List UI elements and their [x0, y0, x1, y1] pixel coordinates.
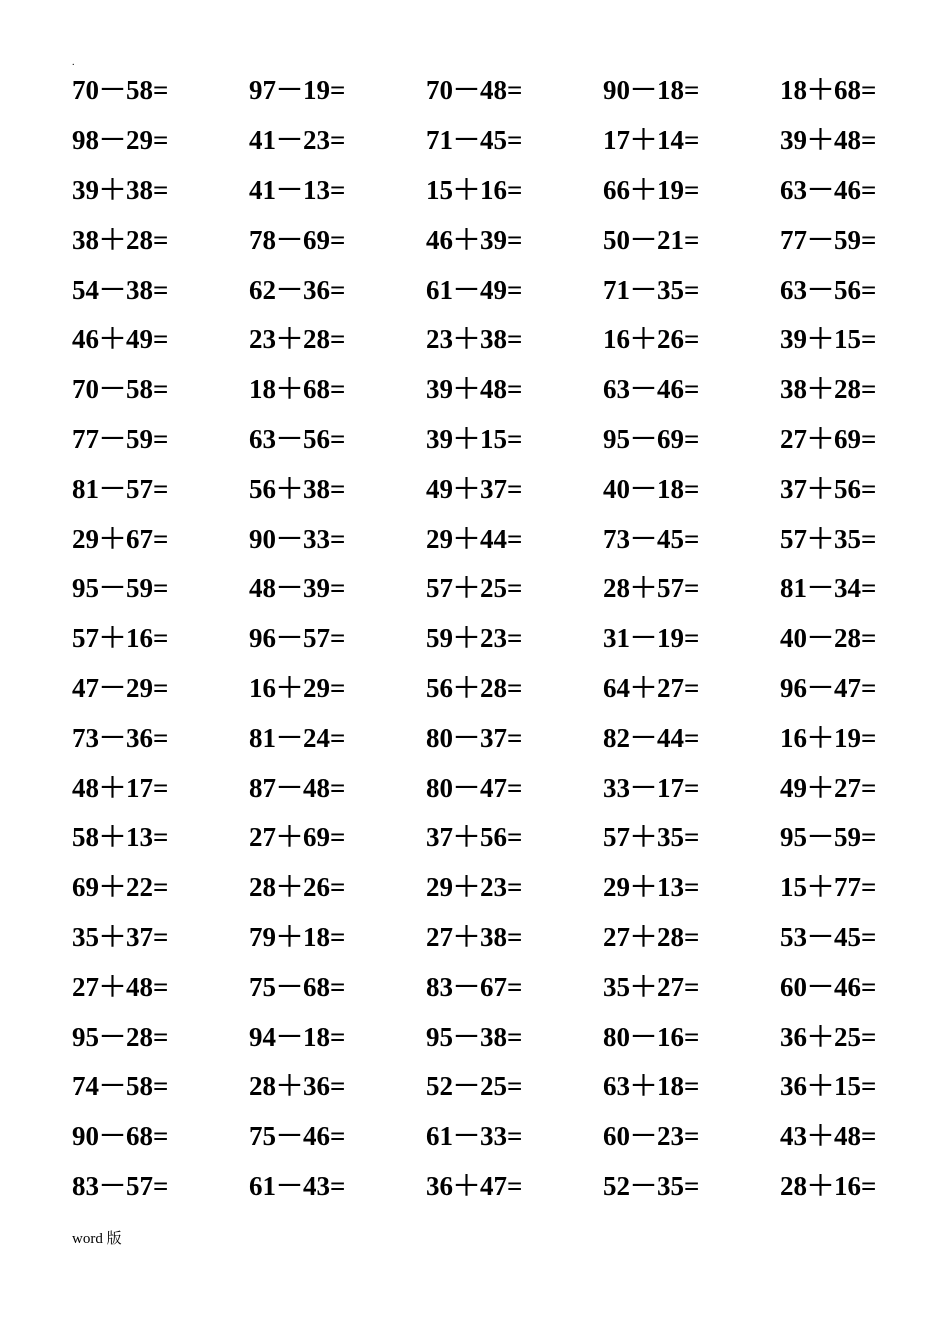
problem: 47－29= — [72, 672, 169, 703]
problem: 53－45= — [780, 921, 877, 952]
problem: 49＋37= — [426, 473, 523, 504]
problem: 77－59= — [72, 423, 169, 454]
problem: 57＋25= — [426, 573, 523, 604]
problem-row — [72, 1059, 912, 1109]
problem: 90－68= — [72, 1121, 169, 1152]
problem-row — [72, 262, 912, 312]
problem-row — [72, 661, 912, 711]
problem: 29＋67= — [72, 523, 169, 554]
problem: 63－46= — [780, 174, 877, 205]
problem-row — [72, 1109, 912, 1159]
problem: 27＋69= — [780, 423, 877, 454]
problem: 52－25= — [426, 1071, 523, 1102]
problem: 95－69= — [603, 423, 700, 454]
problem: 80－37= — [426, 722, 523, 753]
problem: 61－49= — [426, 274, 523, 305]
footer-label: word 版 — [72, 1231, 122, 1247]
problem: 39＋48= — [780, 125, 877, 156]
problem: 70－58= — [72, 374, 169, 405]
problem: 95－59= — [780, 822, 877, 853]
problem: 38＋28= — [780, 374, 877, 405]
problem: 29＋23= — [426, 872, 523, 903]
problem: 46＋39= — [426, 224, 523, 255]
problem-row — [72, 212, 912, 262]
problem-row — [72, 163, 912, 213]
problem: 49＋27= — [780, 772, 877, 803]
problem: 48＋17= — [72, 772, 169, 803]
problem: 18＋68= — [249, 374, 346, 405]
problem: 54－38= — [72, 274, 169, 305]
problem-row — [72, 860, 912, 910]
problem: 43＋48= — [780, 1121, 877, 1152]
problem: 57＋35= — [780, 523, 877, 554]
problem: 52－35= — [603, 1170, 700, 1201]
problem: 83－67= — [426, 971, 523, 1002]
problem: 28＋57= — [603, 573, 700, 604]
problem: 56＋38= — [249, 473, 346, 504]
problem: 40－28= — [780, 623, 877, 654]
problem: 35＋37= — [72, 921, 169, 952]
problem: 58＋13= — [72, 822, 169, 853]
problem-row — [72, 561, 912, 611]
problem: 39＋38= — [72, 174, 169, 205]
problem-row — [72, 710, 912, 760]
problem: 98－29= — [72, 125, 169, 156]
problem: 95－59= — [72, 573, 169, 604]
problem: 90－33= — [249, 523, 346, 554]
problem: 95－28= — [72, 1021, 169, 1052]
problem: 87－48= — [249, 772, 346, 803]
problem: 83－57= — [72, 1170, 169, 1201]
problem: 37＋56= — [426, 822, 523, 853]
problem: 36＋47= — [426, 1170, 523, 1201]
problem: 31－19= — [603, 623, 700, 654]
problem-row — [72, 810, 912, 860]
problem: 28＋16= — [780, 1170, 877, 1201]
problem: 56＋28= — [426, 672, 523, 703]
problem: 57＋16= — [72, 623, 169, 654]
problem: 90－18= — [603, 75, 700, 106]
problem: 71－35= — [603, 274, 700, 305]
problem: 41－13= — [249, 174, 346, 205]
problem: 38＋28= — [72, 224, 169, 255]
problem: 33－17= — [603, 772, 700, 803]
problem-row — [72, 760, 912, 810]
problem: 29＋44= — [426, 523, 523, 554]
problem: 36＋25= — [780, 1021, 877, 1052]
problem-row — [72, 1009, 912, 1059]
problem: 97－19= — [249, 75, 346, 106]
problem-row — [72, 412, 912, 462]
problem: 18＋68= — [780, 75, 877, 106]
problem: 75－46= — [249, 1121, 346, 1152]
problem: 79＋18= — [249, 921, 346, 952]
problem: 66＋19= — [603, 174, 700, 205]
problem: 80－16= — [603, 1021, 700, 1052]
problem: 73－36= — [72, 722, 169, 753]
problem: 50－21= — [603, 224, 700, 255]
problem: 64＋27= — [603, 672, 700, 703]
problem: 63－46= — [603, 374, 700, 405]
problem: 39＋48= — [426, 374, 523, 405]
problem: 63－56= — [249, 423, 346, 454]
problem: 28＋36= — [249, 1071, 346, 1102]
problem: 81－57= — [72, 473, 169, 504]
problem: 40－18= — [603, 473, 700, 504]
problem: 82－44= — [603, 722, 700, 753]
problem: 57＋35= — [603, 822, 700, 853]
problem: 60－46= — [780, 971, 877, 1002]
problem: 71－45= — [426, 125, 523, 156]
problem: 96－47= — [780, 672, 877, 703]
problem: 60－23= — [603, 1121, 700, 1152]
problem: 46＋49= — [72, 324, 169, 355]
problem: 27＋48= — [72, 971, 169, 1002]
problem: 95－38= — [426, 1021, 523, 1052]
problem: 73－45= — [603, 523, 700, 554]
problem-row — [72, 461, 912, 511]
problem: 81－24= — [249, 722, 346, 753]
problem: 37＋56= — [780, 473, 877, 504]
problem: 61－33= — [426, 1121, 523, 1152]
problem: 69＋22= — [72, 872, 169, 903]
problem: 74－58= — [72, 1071, 169, 1102]
problem-row — [72, 1159, 912, 1209]
problem: 59＋23= — [426, 623, 523, 654]
problem: 27＋38= — [426, 921, 523, 952]
problem: 17＋14= — [603, 125, 700, 156]
problem: 48－39= — [249, 573, 346, 604]
header-mark: . — [72, 57, 75, 68]
problem: 36＋15= — [780, 1071, 877, 1102]
problem: 29＋13= — [603, 872, 700, 903]
problem: 70－58= — [72, 75, 169, 106]
problem: 75－68= — [249, 971, 346, 1002]
arithmetic-worksheet — [72, 63, 912, 1208]
problem: 39＋15= — [426, 423, 523, 454]
problem: 62－36= — [249, 274, 346, 305]
problem: 35＋27= — [603, 971, 700, 1002]
problem: 70－48= — [426, 75, 523, 106]
problem-row — [72, 113, 912, 163]
problem-row — [72, 511, 912, 561]
problem: 23＋28= — [249, 324, 346, 355]
problem: 81－34= — [780, 573, 877, 604]
problem: 63－56= — [780, 274, 877, 305]
problem: 16＋26= — [603, 324, 700, 355]
problem: 94－18= — [249, 1021, 346, 1052]
problem-row — [72, 910, 912, 960]
problem: 96－57= — [249, 623, 346, 654]
problem: 15＋16= — [426, 174, 523, 205]
problem: 16＋19= — [780, 722, 877, 753]
problem-row — [72, 63, 912, 113]
problem: 78－69= — [249, 224, 346, 255]
problem: 28＋26= — [249, 872, 346, 903]
problem: 41－23= — [249, 125, 346, 156]
problem-row — [72, 362, 912, 412]
problem: 80－47= — [426, 772, 523, 803]
problem: 16＋29= — [249, 672, 346, 703]
problem: 77－59= — [780, 224, 877, 255]
problem-row — [72, 312, 912, 362]
problem: 39＋15= — [780, 324, 877, 355]
problem: 27＋28= — [603, 921, 700, 952]
problem: 23＋38= — [426, 324, 523, 355]
problem-row — [72, 611, 912, 661]
problem-row — [72, 959, 912, 1009]
problem: 15＋77= — [780, 872, 877, 903]
problem: 27＋69= — [249, 822, 346, 853]
problem: 61－43= — [249, 1170, 346, 1201]
problem: 63＋18= — [603, 1071, 700, 1102]
